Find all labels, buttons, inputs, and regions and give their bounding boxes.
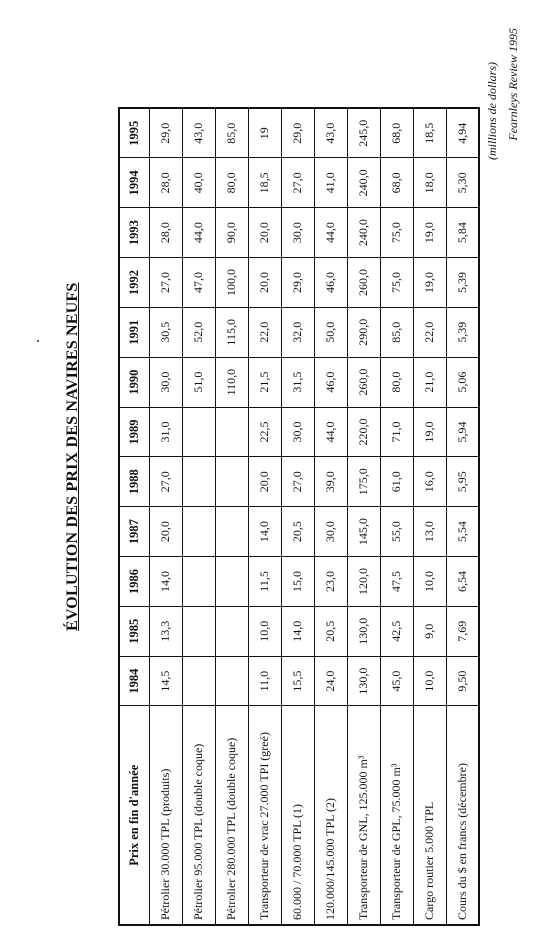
- value-cell: 14,0: [281, 606, 314, 656]
- value-cell: 47,0: [182, 258, 215, 308]
- value-cell: 18,5: [413, 108, 446, 158]
- value-cell: 27,0: [149, 258, 182, 308]
- value-cell: 22,0: [413, 307, 446, 357]
- value-cell: 245,0: [347, 108, 380, 158]
- value-cell: 20,5: [281, 507, 314, 557]
- row-label: Transporteur de GNL, 125.000 m³: [347, 706, 380, 925]
- year-header: 1985: [119, 606, 149, 656]
- value-cell: [182, 557, 215, 607]
- value-cell: 130,0: [347, 606, 380, 656]
- value-cell: 5,06: [446, 357, 479, 407]
- table-row: [347, 108, 380, 925]
- value-cell: 20,0: [248, 258, 281, 308]
- value-cell: [182, 656, 215, 706]
- value-cell: 55,0: [380, 507, 413, 557]
- value-cell: 52,0: [182, 307, 215, 357]
- value-cell: 19,0: [413, 258, 446, 308]
- value-cell: 5,54: [446, 507, 479, 557]
- value-cell: 90,0: [215, 208, 248, 258]
- value-cell: 44,0: [314, 407, 347, 457]
- value-cell: 14,5: [149, 656, 182, 706]
- row-label: 120.000/145.000 TPL (2): [314, 706, 347, 925]
- value-cell: 85,0: [380, 307, 413, 357]
- value-cell: 47,5: [380, 557, 413, 607]
- value-cell: 39,0: [314, 457, 347, 507]
- value-cell: 80,0: [380, 357, 413, 407]
- value-cell: 5,94: [446, 407, 479, 457]
- value-cell: 27,0: [281, 158, 314, 208]
- value-cell: 145,0: [347, 507, 380, 557]
- value-cell: 15,5: [281, 656, 314, 706]
- value-cell: 30,0: [281, 208, 314, 258]
- table-row: [314, 108, 347, 925]
- scan-speck: [37, 340, 39, 342]
- value-cell: 43,0: [182, 108, 215, 158]
- value-cell: 5,39: [446, 307, 479, 357]
- value-cell: 5,39: [446, 258, 479, 308]
- value-cell: 29,0: [281, 108, 314, 158]
- value-cell: 24,0: [314, 656, 347, 706]
- row-label: Transporteur de GPL, 75.000 m³: [380, 706, 413, 925]
- value-cell: 5,30: [446, 158, 479, 208]
- year-header: 1984: [119, 656, 149, 706]
- value-cell: 61,0: [380, 457, 413, 507]
- value-cell: 19: [248, 108, 281, 158]
- value-cell: 21,0: [413, 357, 446, 407]
- value-cell: 220,0: [347, 407, 380, 457]
- value-cell: 20,0: [248, 208, 281, 258]
- value-cell: [182, 407, 215, 457]
- value-cell: 10,0: [413, 656, 446, 706]
- year-header: 1993: [119, 208, 149, 258]
- value-cell: 13,0: [413, 507, 446, 557]
- value-cell: 46,0: [314, 357, 347, 407]
- value-cell: 115,0: [215, 307, 248, 357]
- value-cell: 13,3: [149, 606, 182, 656]
- value-cell: 21,5: [248, 357, 281, 407]
- value-cell: [182, 606, 215, 656]
- table-row: [446, 108, 479, 925]
- value-cell: [215, 656, 248, 706]
- table-row: [380, 108, 413, 925]
- year-header: 1991: [119, 307, 149, 357]
- unit-note: (millions de dollars): [485, 62, 499, 160]
- value-cell: 14,0: [149, 557, 182, 607]
- value-cell: 28,0: [149, 158, 182, 208]
- value-cell: [215, 507, 248, 557]
- value-cell: 71,0: [380, 407, 413, 457]
- value-cell: 5,95: [446, 457, 479, 507]
- value-cell: 20,5: [314, 606, 347, 656]
- value-cell: 260,0: [347, 357, 380, 407]
- value-cell: 29,0: [149, 108, 182, 158]
- year-header: 1990: [119, 357, 149, 407]
- value-cell: 19,0: [413, 407, 446, 457]
- value-cell: 100,0: [215, 258, 248, 308]
- row-label: Transporteur de vrac 27.000 TPI (greé): [248, 706, 281, 925]
- value-cell: 9,0: [413, 606, 446, 656]
- table-row: [149, 108, 182, 925]
- value-cell: 5,84: [446, 208, 479, 258]
- value-cell: 20,0: [248, 457, 281, 507]
- value-cell: 18,0: [413, 158, 446, 208]
- table-row: [182, 108, 215, 925]
- value-cell: 27,0: [281, 457, 314, 507]
- value-cell: 28,0: [149, 208, 182, 258]
- value-cell: 68,0: [380, 108, 413, 158]
- value-cell: 175,0: [347, 457, 380, 507]
- value-cell: 41,0: [314, 158, 347, 208]
- value-cell: 30,5: [149, 307, 182, 357]
- value-cell: 7,69: [446, 606, 479, 656]
- value-cell: 110,0: [215, 357, 248, 407]
- row-label: Pétrolier 30.000 TPL (produits): [149, 706, 182, 925]
- year-header: 1992: [119, 258, 149, 308]
- value-cell: 50,0: [314, 307, 347, 357]
- year-header: 1988: [119, 457, 149, 507]
- value-cell: 51,0: [182, 357, 215, 407]
- table-row: [413, 108, 446, 925]
- value-cell: 19,0: [413, 208, 446, 258]
- value-cell: [182, 507, 215, 557]
- value-cell: 44,0: [314, 208, 347, 258]
- value-cell: 18,5: [248, 158, 281, 208]
- header-row: [119, 108, 149, 925]
- value-cell: 14,0: [248, 507, 281, 557]
- value-cell: 40,0: [182, 158, 215, 208]
- value-cell: 11,0: [248, 656, 281, 706]
- value-cell: [215, 606, 248, 656]
- year-header: 1986: [119, 557, 149, 607]
- value-cell: 30,0: [149, 357, 182, 407]
- value-cell: 10,0: [413, 557, 446, 607]
- value-cell: 75,0: [380, 208, 413, 258]
- price-table: [118, 107, 480, 926]
- value-cell: 46,0: [314, 258, 347, 308]
- value-cell: 9,50: [446, 656, 479, 706]
- value-cell: 4,94: [446, 108, 479, 158]
- value-cell: 240,0: [347, 158, 380, 208]
- value-cell: 260,0: [347, 258, 380, 308]
- value-cell: 85,0: [215, 108, 248, 158]
- value-cell: 130,0: [347, 656, 380, 706]
- year-header: 1995: [119, 108, 149, 158]
- value-cell: 20,0: [149, 507, 182, 557]
- value-cell: 29,0: [281, 258, 314, 308]
- value-cell: 43,0: [314, 108, 347, 158]
- year-header: 1994: [119, 158, 149, 208]
- value-cell: 240,0: [347, 208, 380, 258]
- value-cell: 30,0: [281, 407, 314, 457]
- table-row: [215, 108, 248, 925]
- row-label: Pétrolier 95.000 TPL (double coque): [182, 706, 215, 925]
- table-row: [281, 108, 314, 925]
- value-cell: 290,0: [347, 307, 380, 357]
- value-cell: 45,0: [380, 656, 413, 706]
- value-cell: 23,0: [314, 557, 347, 607]
- value-cell: 22,5: [248, 407, 281, 457]
- value-cell: [215, 407, 248, 457]
- table-row: [248, 108, 281, 925]
- year-header: 1987: [119, 507, 149, 557]
- value-cell: 42,5: [380, 606, 413, 656]
- value-cell: 75,0: [380, 258, 413, 308]
- value-cell: 22,0: [248, 307, 281, 357]
- value-cell: 6,54: [446, 557, 479, 607]
- source-note: Fearnleys Review 1995: [506, 28, 520, 141]
- value-cell: 32,0: [281, 307, 314, 357]
- value-cell: 10,0: [248, 606, 281, 656]
- value-cell: 120,0: [347, 557, 380, 607]
- value-cell: 31,5: [281, 357, 314, 407]
- value-cell: [182, 457, 215, 507]
- value-cell: [215, 557, 248, 607]
- row-label: 60.000 / 70.000 TPL (1): [281, 706, 314, 925]
- value-cell: 68,0: [380, 158, 413, 208]
- value-cell: 15,0: [281, 557, 314, 607]
- row-label: Cours du $ en francs (décembre): [446, 706, 479, 925]
- value-cell: 80,0: [215, 158, 248, 208]
- row-label: Cargo routier 5.000 TPL: [413, 706, 446, 925]
- value-cell: 11,5: [248, 557, 281, 607]
- value-cell: [215, 457, 248, 507]
- value-cell: 16,0: [413, 457, 446, 507]
- header-label: Prix en fin d'année: [119, 706, 149, 925]
- value-cell: 27,0: [149, 457, 182, 507]
- value-cell: 44,0: [182, 208, 215, 258]
- year-header: 1989: [119, 407, 149, 457]
- row-label: Pétrolier 280.000 TPL (double coque): [215, 706, 248, 925]
- page-title: ÉVOLUTION DES PRIX DES NAVIRES NEUFS: [64, 282, 81, 631]
- value-cell: 31,0: [149, 407, 182, 457]
- value-cell: 30,0: [314, 507, 347, 557]
